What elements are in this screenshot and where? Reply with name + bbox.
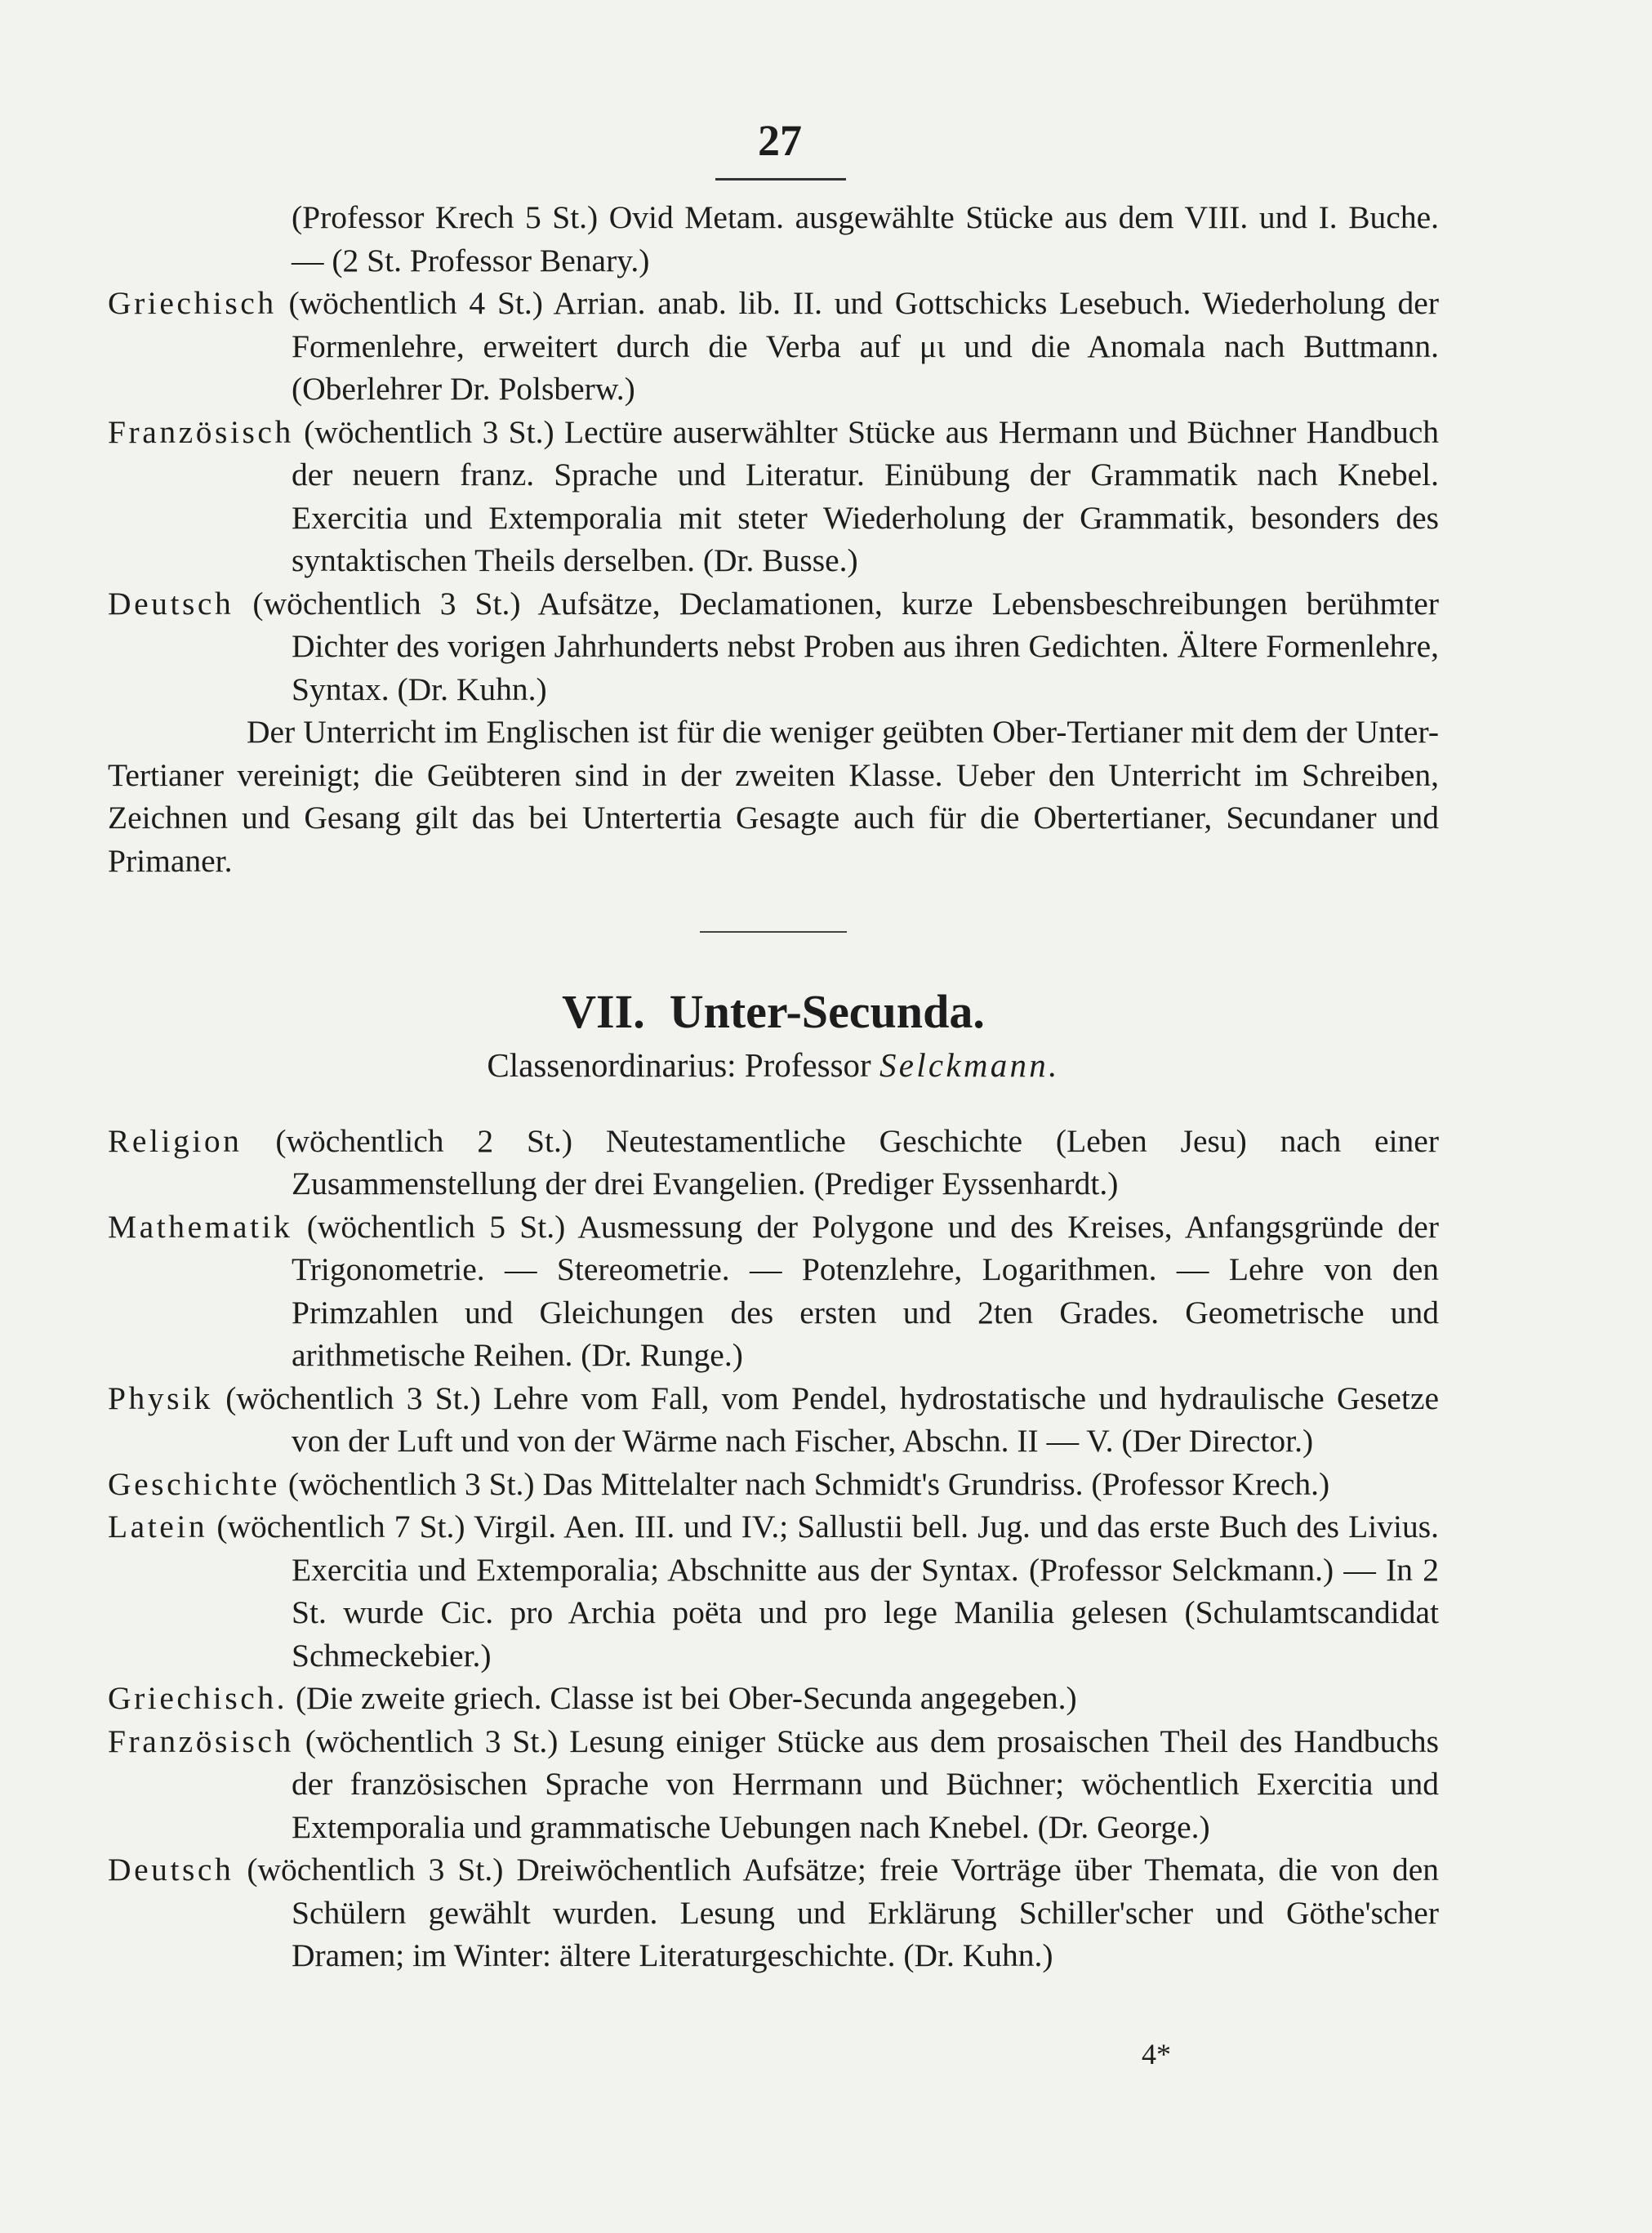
section-numeral: VII.	[562, 985, 645, 1038]
page-content	[108, 196, 1439, 1977]
subject-entry	[108, 1206, 1439, 1377]
subject-entry	[108, 1505, 1439, 1677]
class-ordinarius	[108, 1044, 1439, 1087]
section-title: Unter-Secunda.	[669, 985, 985, 1038]
subject-entry	[108, 1848, 1439, 1977]
subject-entry	[108, 196, 1439, 282]
subject-description: (wöchentlich 3 St.) Dreiwöchentlich Aufsätze; freie Vorträge über Themata, die von den Schülern gewählt wurden. Lesung und Erklärung Schiller'scher und Göthe'scher Dramen; im Winter: ältere Literaturgeschichte. (Dr. Kuhn.)	[247, 1852, 1439, 1973]
subject-name: Griechisch	[108, 285, 277, 321]
signature-mark: 4*	[1142, 2038, 1171, 2070]
subject-name: Französisch	[108, 1723, 294, 1759]
subject-description: (wöchentlich 2 St.) Neutestamentliche Geschichte (Leben Jesu) nach einer Zusammenstellung der drei Evangelien. (Prediger Eyssenhardt.)	[275, 1122, 1439, 1201]
subject-description: (wöchentlich 7 St.) Virgil. Aen. III. und IV.; Sallustii bell. Jug. und das erste Buch des Livius. Exercitia und Extemporalia; Abschnitte aus der Syntax. (Professor Selckmann.) — In 2 St. wurde Cic. pro Archia poëta und pro lege Manilia gelesen (Schulamtscandidat Schmeckebier.)	[216, 1509, 1440, 1674]
subject-entry	[108, 1463, 1439, 1506]
subject-name: Geschichte	[108, 1465, 281, 1502]
lower-entries	[108, 1120, 1439, 1977]
subject-description: (wöchentlich 3 St.) Das Mittelalter nach Schmidt's Grundriss. (Professor Krech.)	[287, 1465, 1330, 1502]
subject-description: (wöchentlich 4 St.) Arrian. anab. lib. II. und Gottschicks Lesebuch. Wiederholung der Formenlehre, erweitert durch die Verba auf μι und die Anomala nach Buttmann. (Oberlehrer Dr. Polsberw.)	[288, 285, 1439, 407]
subject-entry	[108, 582, 1439, 711]
page-number: 27	[758, 116, 802, 165]
subject-name: Französisch	[108, 413, 294, 450]
upper-entries	[108, 196, 1439, 711]
subject-description: (wöchentlich 5 St.) Ausmessung der Polygone und des Kreises, Anfangsgründe der Trigonometrie. — Stereometrie. — Potenzlehre, Logarithmen. — Lehre von den Primzahlen und Gleichungen des ersten und 2ten Grades. Geometrische und arithmetische Reihen. (Dr. Runge.)	[292, 1208, 1439, 1373]
ordinarius-name: Selckmann.	[879, 1046, 1060, 1084]
subject-description: (Die zweite griech. Classe ist bei Ober-Secunda angegeben.)	[295, 1680, 1077, 1716]
subject-name: Griechisch.	[108, 1680, 288, 1716]
subject-name: Mathematik	[108, 1208, 293, 1245]
subject-name: Latein	[108, 1509, 208, 1544]
subject-description: (wöchentlich 3 St.) Lehre vom Fall, vom Pendel, hydrostatische und hydraulische Gesetze von der Luft und von der Wärme nach Fischer, Abschn. II — V. (Der Director.)	[225, 1379, 1440, 1459]
section-separator	[700, 931, 847, 933]
subject-entry	[108, 411, 1439, 582]
ordinarius-label: Classenordinarius: Professor	[487, 1046, 871, 1084]
subject-description: (wöchentlich 3 St.) Lesung einiger Stücke aus dem prosaischen Theil des Handbuchs der französischen Sprache von Herrmann und Büchner; wöchentlich Exercitia und Extemporalia und grammatische Uebungen nach Knebel. (Dr. George.)	[292, 1723, 1439, 1845]
subject-description: (wöchentlich 3 St.) Aufsätze, Declamationen, kurze Lebensbeschreibungen berühmter Dichter des vorigen Jahrhunderts nebst Proben aus ihren Gedichten. Ältere Formenlehre, Syntax. (Dr. Kuhn.)	[252, 585, 1439, 707]
subject-entry	[108, 1120, 1439, 1206]
english-instruction-note: Der Unterricht im Englischen ist für die weniger geübten Ober-Tertianer mit dem der Unter-Tertianer vereinigt; die Geübteren sind in der zweiten Klasse. Ueber den Unterricht im Schreiben, Zeichnen und Gesang gilt das bei Untertertia Gesagte auch für die Obertertianer, Secundaner und Primaner.	[108, 714, 1439, 879]
subject-description: (wöchentlich 3 St.) Lectüre auserwählter Stücke aus Hermann und Büchner Handbuch der neuern franz. Sprache und Literatur. Einübung der Grammatik nach Knebel. Exercitia und Extemporalia mit steter Wiederholung der Grammatik, besonders des syntaktischen Theils derselben. (Dr. Busse.)	[292, 413, 1439, 578]
subject-name: Deutsch	[108, 585, 234, 622]
subject-entry	[108, 1720, 1439, 1849]
section-heading	[108, 983, 1439, 1041]
subject-entry	[108, 1677, 1439, 1720]
subject-description: (Professor Krech 5 St.) Ovid Metam. ausgewählte Stücke aus dem VIII. und I. Buche. — (2 St. Professor Benary.)	[292, 199, 1439, 279]
subject-entry	[108, 282, 1439, 411]
subject-name: Physik	[108, 1379, 213, 1416]
subject-name: Religion	[108, 1122, 243, 1159]
subject-entry	[108, 1377, 1439, 1463]
subject-name: Deutsch	[108, 1852, 234, 1888]
page-number-rule	[715, 178, 846, 181]
